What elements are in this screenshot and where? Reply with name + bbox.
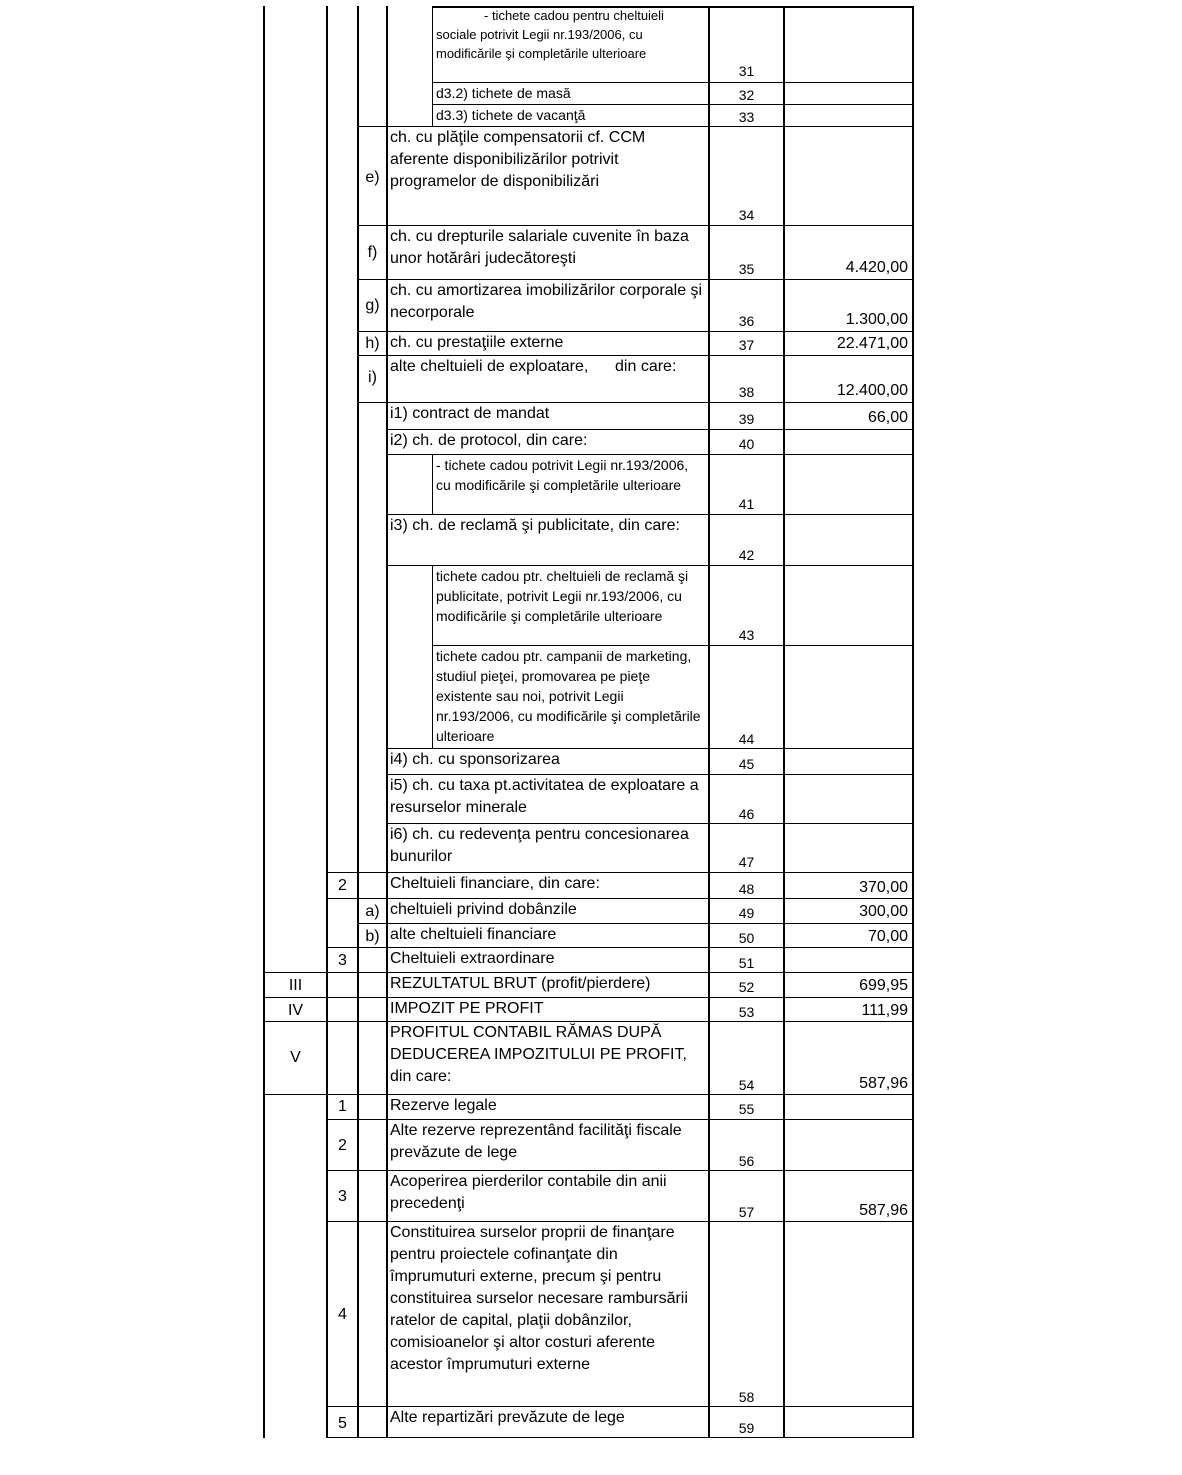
row-description: - tichete cadou potrivit Legii nr.193/2006, cu modificările şi completările ulterioare [436, 457, 689, 493]
row-value: 587,96 [859, 1202, 908, 1219]
row-description: alte cheltuieli de exploatare, din care: [390, 358, 677, 375]
row-code: 57 [738, 1204, 755, 1220]
row-description: - tichete cadou pentru cheltuieli sociale potrivit Legii nr.193/2006, cu modificările şi completările ulterioare [436, 8, 664, 61]
row-code: 31 [738, 63, 755, 79]
row-value: 300,00 [859, 903, 908, 920]
row-number: 2 [338, 1137, 347, 1154]
row-code: 40 [738, 436, 755, 452]
row-description: i6) ch. cu redevenţa pentru concesionarea bunurilor [390, 826, 689, 865]
row-code: 52 [738, 979, 755, 995]
row-description: i4) ch. cu sponsorizarea [390, 751, 560, 768]
row-description: i3) ch. de reclamă şi publicitate, din care: [390, 517, 680, 534]
grid-line [912, 6, 914, 1438]
row-code: 54 [738, 1077, 755, 1093]
row-description: Rezerve legale [390, 1097, 497, 1114]
row-code: 56 [738, 1153, 755, 1169]
row-description: tichete cadou ptr. campanii de marketing, studiul pieţei, promovarea pe pieţe existente sau noi, potrivit Legii nr.193/2006, cu modificările şi completările ulterioare [436, 648, 701, 744]
row-code: 34 [738, 207, 755, 223]
row-code: 47 [738, 854, 755, 870]
row-value: 22.471,00 [836, 335, 908, 352]
grid-line [326, 6, 328, 1438]
row-code: 38 [738, 384, 755, 400]
row-sublabel: b) [365, 928, 380, 945]
row-description: Alte repartizări prevăzute de lege [390, 1409, 625, 1426]
row-code: 32 [738, 87, 755, 103]
row-number: 4 [338, 1306, 347, 1323]
row-code: 41 [738, 496, 755, 512]
row-sublabel: e) [365, 169, 380, 186]
row-code: 42 [738, 547, 755, 563]
row-number: 1 [338, 1098, 347, 1115]
row-description: d3.2) tichete de masă [436, 85, 571, 101]
grid-line [357, 6, 359, 1438]
grid-line [263, 6, 265, 1438]
grid-line [432, 6, 433, 126]
row-sublabel: g) [365, 297, 380, 314]
row-code: 48 [738, 881, 755, 897]
row-code: 37 [738, 337, 755, 353]
row-value: 370,00 [859, 879, 908, 896]
row-code: 46 [738, 806, 755, 822]
row-description: alte cheltuieli financiare [390, 926, 557, 943]
row-code: 49 [738, 905, 755, 921]
row-description: Cheltuieli extraordinare [390, 950, 555, 967]
row-roman: III [288, 977, 303, 994]
row-description: PROFITUL CONTABIL RĂMAS DUPĂ DEDUCEREA IMPOZITULUI PE PROFIT, din care: [390, 1024, 687, 1085]
row-code: 53 [738, 1004, 755, 1020]
row-value: 70,00 [867, 928, 908, 945]
row-description: i1) contract de mandat [390, 405, 550, 422]
row-description: cheltuieli privind dobânzile [390, 901, 577, 918]
row-sublabel: f) [367, 244, 378, 261]
row-description: ch. cu prestaţiile externe [390, 334, 564, 351]
row-value: 66,00 [867, 409, 908, 426]
row-description: d3.3) tichete de vacanţă [436, 107, 586, 123]
grid-line [386, 6, 388, 1438]
row-code: 59 [738, 1420, 755, 1436]
row-description: tichete cadou ptr. cheltuieli de reclamă şi publicitate, potrivit Legii nr.193/2006, cu modificările şi completările ulterioare [436, 568, 689, 624]
row-code: 36 [738, 313, 755, 329]
row-sublabel: a) [365, 903, 380, 920]
row-value: 587,96 [859, 1075, 908, 1092]
row-number: 2 [338, 877, 347, 894]
row-description: Cheltuieli financiare, din care: [390, 875, 600, 892]
row-code: 55 [738, 1101, 755, 1117]
row-value: 1.300,00 [845, 311, 908, 328]
row-code: 50 [738, 930, 755, 946]
row-description: REZULTATUL BRUT (profit/pierdere) [390, 975, 651, 992]
row-code: 33 [738, 109, 755, 125]
row-number: 5 [338, 1415, 347, 1432]
row-roman: IV [287, 1002, 304, 1019]
row-value: 111,99 [861, 1002, 908, 1019]
grid-line [432, 565, 433, 748]
row-number: 3 [338, 952, 347, 969]
row-description: ch. cu plăţile compensatorii cf. CCM aferente disponibilizărilor potrivit programelor de disponibilizări [390, 129, 646, 190]
row-code: 35 [738, 261, 755, 277]
row-description: ch. cu amortizarea imobilizărilor corporale şi necorporale [390, 282, 703, 321]
row-description: ch. cu drepturile salariale cuvenite în baza unor hotărâri judecătoreşti [390, 228, 689, 267]
row-roman: V [290, 1049, 301, 1066]
row-description: i5) ch. cu taxa pt.activitatea de exploatare a resurselor minerale [390, 777, 699, 816]
grid-line [432, 454, 433, 514]
row-description: i2) ch. de protocol, din care: [390, 432, 588, 449]
row-description: IMPOZIT PE PROFIT [390, 1000, 544, 1017]
row-value: 12.400,00 [836, 382, 908, 399]
row-code: 43 [738, 627, 755, 643]
grid-line [326, 1437, 914, 1438]
row-number: 3 [338, 1188, 347, 1205]
row-code: 51 [738, 955, 755, 971]
row-code: 44 [738, 731, 755, 747]
row-code: 58 [738, 1389, 755, 1405]
row-description: Acoperirea pierderilor contabile din anii precedenţi [390, 1173, 667, 1212]
row-sublabel: i) [368, 369, 377, 386]
row-code: 39 [738, 411, 755, 427]
row-code: 45 [738, 756, 755, 772]
row-value: 4.420,00 [845, 259, 908, 276]
row-value: 699,95 [859, 977, 908, 994]
row-description: Alte rezerve reprezentând facilităţi fiscale prevăzute de lege [390, 1122, 682, 1161]
row-description: Constituirea surselor proprii de finanţare pentru proiectele cofinanţate din împrumuturi externe, precum şi pentru constituirea surselor necesare rambursării ratelor de capital, plaţii dobânzilor, comisioanelor şi altor costuri aferente acestor împrumuturi externe [390, 1224, 688, 1373]
row-sublabel: h) [365, 335, 380, 352]
